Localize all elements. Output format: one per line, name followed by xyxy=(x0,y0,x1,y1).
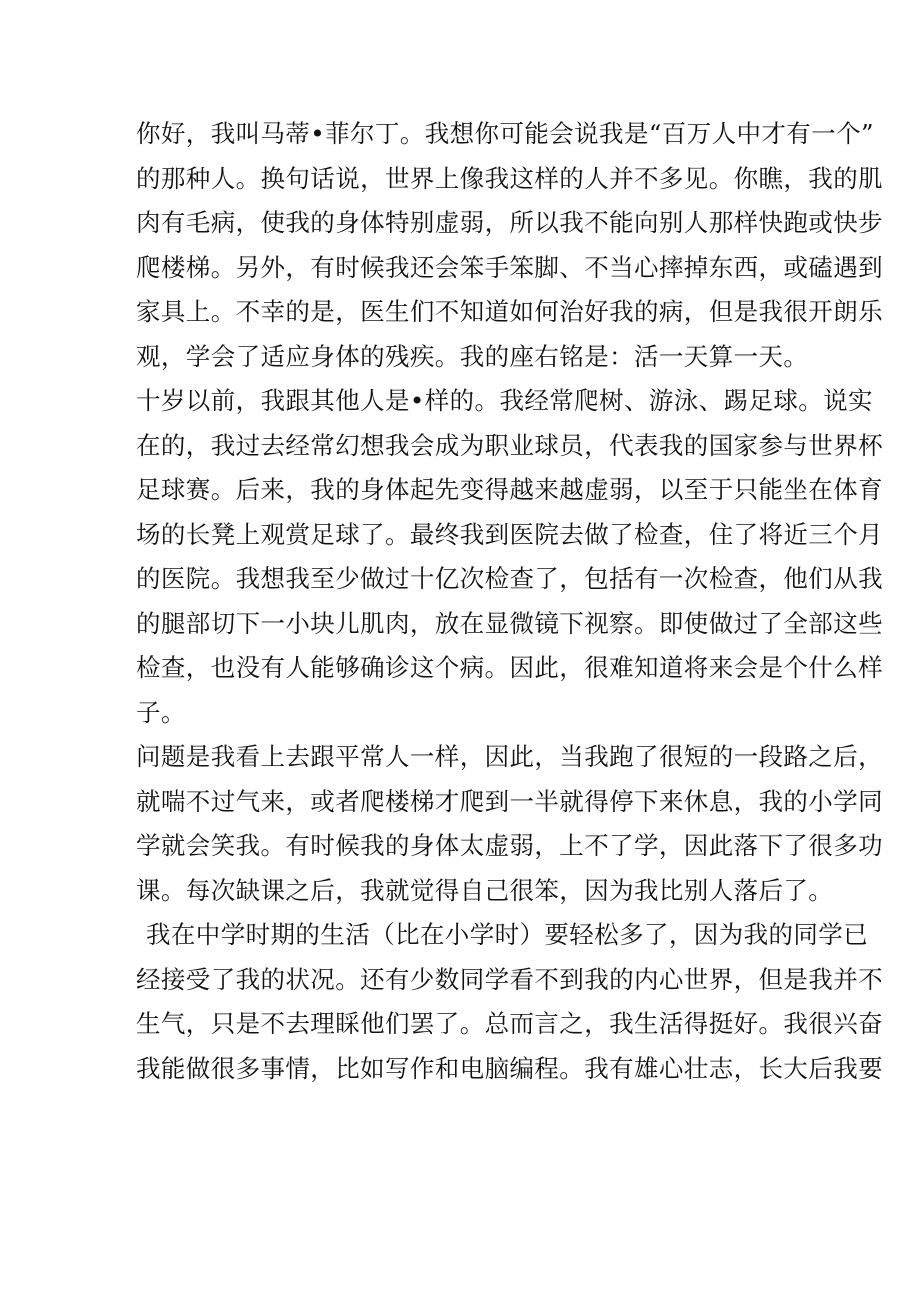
text-line: 经接受了我的状况。还有少数同学看不到我的内心世界，但是我并不 xyxy=(136,964,883,994)
text-line: 检查，也没有人能够确诊这个病。因此，很难知道将来会是个什么样 xyxy=(136,653,883,682)
text-line: 你好，我叫马蒂•菲尔丁。我想你可能会说我是“百万人中才有一个” xyxy=(136,119,874,148)
text-line: 在的，我过去经常幻想我会成为职业球员，代表我的国家参与世界杯 xyxy=(136,430,883,460)
text-line: 就喘不过气来，或者爬楼梯才爬到一半就得停下来休息，我的小学同 xyxy=(136,786,883,816)
text-line: 子。 xyxy=(136,697,186,727)
text-line: 我能做很多事情，比如写作和电脑编程。我有雄心壮志，长大后我要 xyxy=(136,1053,883,1083)
text-line: 十岁以前，我跟其他人是•样的。我经常爬树、游泳、踢足球。说实 xyxy=(136,386,873,415)
text-line: 学就会笑我。有时候我的身体太虚弱，上不了学，因此落下了很多功 xyxy=(136,831,883,860)
text-line: 的腿部切下一小块儿肌肉，放在显微镜下视察。即使做过了全部这些 xyxy=(136,608,883,638)
text-line: 的医院。我想我至少做过十亿次检查了，包括有一次检查，他们从我 xyxy=(136,564,883,593)
text-line: 观，学会了适应身体的残疾。我的座右铭是：活一天算一天。 xyxy=(136,341,809,371)
text-line: 场的长凳上观赏足球了。最终我到医院去做了检查，住了将近三个月 xyxy=(136,519,883,549)
text-line: 课。每次缺课之后，我就觉得自己很笨，因为我比别人落后了。 xyxy=(136,875,834,905)
text-line: 家具上。不幸的是，医生们不知道如何治好我的病，但是我很开朗乐 xyxy=(136,297,883,326)
text-line: 足球赛。后来，我的身体起先变得越来越虚弱，以至于只能坐在体育 xyxy=(136,475,883,504)
document-body xyxy=(136,112,883,1091)
text-line: 我在中学时期的生活（比在小学时）要轻松多了，因为我的同学已 xyxy=(146,920,869,949)
text-line: 爬楼梯。另外，有时候我还会笨手笨脚、不当心摔掉东西，或磕遇到 xyxy=(136,252,883,282)
text-line: 问题是我看上去跟平常人一样，因此，当我跑了很短的一段路之后， xyxy=(136,742,883,771)
text-line: 肉有毛病，使我的身体特别虚弱，所以我不能向别人那样快跑或快步 xyxy=(136,208,883,237)
text-line: 生气，只是不去理睬他们罢了。总而言之，我生活得挺好。我很兴奋 xyxy=(136,1009,883,1038)
text-line: 的那种人。换句话说，世界上像我这样的人并不多见。你瞧，我的肌 xyxy=(136,163,883,193)
